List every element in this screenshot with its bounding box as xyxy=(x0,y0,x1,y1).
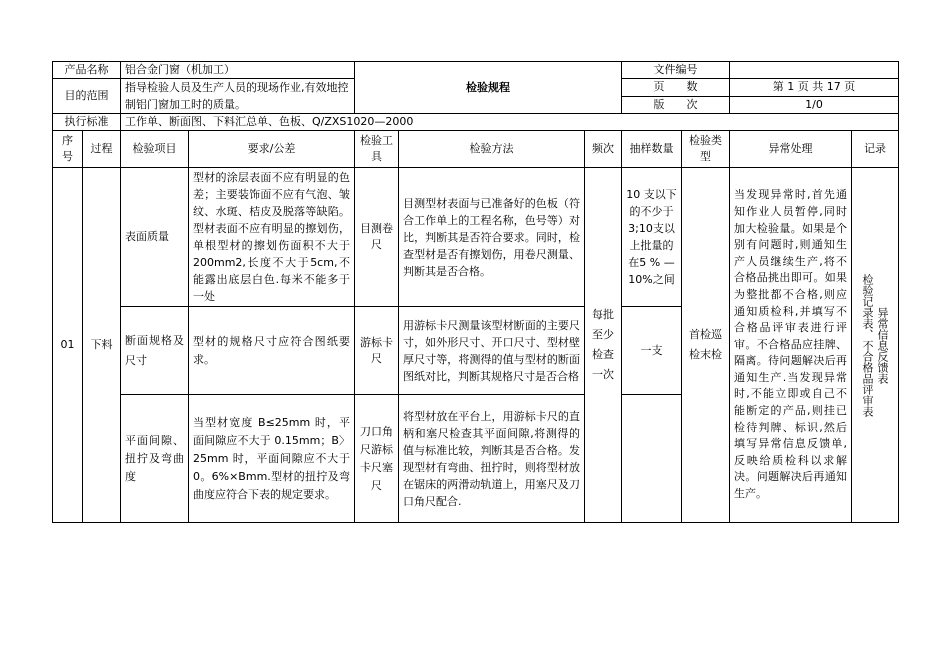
row-process: 下料 xyxy=(83,168,121,523)
col-sample: 抽样数量 xyxy=(622,131,682,168)
row-abnormal-handling: 当发现异常时,首先通知作业人员暂停,同时加大检验量。如果是个别有问题时,则通知生产人员继续生产,将不合格品挑出即可。如果为整批都不合格,则应通知质检科,并填写不合格品评审表进行评审。不合格品应挂牌、隔离。待问题解决后再通知生产.当发现异常时,不能立即或自己不能断定的产品,则挂已检待判牌、标识,然后填写异常信息反馈单,反映给质检科以求解决。问题解决后再通知生产。 xyxy=(730,168,852,523)
product-name-value: 铝合金门窗（机加工） xyxy=(121,62,355,79)
item-requirement: 型材的涂层表面不应有明显的色差；主要装饰面不应有气泡、皱纹、水斑、桔皮及脱落等缺陷。型材表面不应有明显的擦划伤，单根型材的擦划伤面积不大于200mm2,长度不大于5cm,不能露出底层白色.每米不能多于一处 xyxy=(189,168,355,307)
item-sample xyxy=(622,395,682,523)
inspection-document xyxy=(52,61,898,523)
item-method: 用游标卡尺测量该型材断面的主要尺寸，如外形尺寸、开口尺寸、型材壁厚尺寸等，将测得的值与型材的断面图纸对比，判断其规格尺寸是否合格 xyxy=(399,307,585,395)
item-tool: 刀口角尺游标卡尺塞尺 xyxy=(355,395,399,523)
row-seq: 01 xyxy=(53,168,83,523)
col-type: 检验类型 xyxy=(682,131,730,168)
row-records xyxy=(852,168,899,523)
item-sample: 一支 xyxy=(622,307,682,395)
col-abnormal: 异常处理 xyxy=(730,131,852,168)
item-sample: 10 支以下的不少于 3;10支以上批量的在5 % —10%之间 xyxy=(622,168,682,307)
col-record: 记录 xyxy=(852,131,899,168)
file-no-label: 文件编号 xyxy=(622,62,730,79)
page-label: 页 数 xyxy=(622,79,730,97)
page-value: 第 1 页 共 17 页 xyxy=(730,79,899,97)
item-tool: 目测卷尺 xyxy=(355,168,399,307)
col-item: 检验项目 xyxy=(121,131,189,168)
item-name: 断面规格及尺寸 xyxy=(121,307,189,395)
item-method: 将型材放在平台上，用游标卡尺的直柄和塞尺检查其平面间隙,将测得的值与标准比较，判断其是否合格。发现型材有弯曲、扭拧时，则将型材放在锯床的两滑动轨道上，用塞尺及刀口角尺配合. xyxy=(399,395,585,523)
col-frequency: 频次 xyxy=(585,131,622,168)
item-requirement: 当型材宽度 B≤25mm 时，平面间隙应不大于 0.15mm；B〉25mm 时，平面间隙应不大于0。6%×Bmm.型材的扭拧及弯曲度应符合下表的规定要求。 xyxy=(189,395,355,523)
standard-value: 工作单、断面图、下料汇总单、色板、Q/ZXS1020—2000 xyxy=(121,114,899,131)
item-method: 目测型材表面与已准备好的色板（符合工作单上的工程名称，色号等）对比，判断其是否符合要求。同时，检查型材是否有擦划伤，用卷尺测量、判断其是否合格。 xyxy=(399,168,585,307)
standard-label: 执行标准 xyxy=(53,114,121,131)
item-name: 平面间隙、扭拧及弯曲度 xyxy=(121,395,189,523)
record-abnormal-feedback: 异常信息反馈表 xyxy=(876,306,890,384)
item-requirement: 型材的规格尺寸应符合图纸要求。 xyxy=(189,307,355,395)
col-seq: 序号 xyxy=(53,131,83,168)
record-inspection-form: 检验记录表、不合格品评审表 xyxy=(861,273,875,417)
scope-label: 目的范围 xyxy=(53,79,121,114)
file-no-value xyxy=(730,62,899,79)
version-label: 版 次 xyxy=(622,96,730,114)
col-requirement: 要求/公差 xyxy=(189,131,355,168)
row-inspection-type: 首检巡检末检 xyxy=(682,168,730,523)
document-title: 检验规程 xyxy=(355,62,622,114)
item-name: 表面质量 xyxy=(121,168,189,307)
row-frequency: 每批至少检查一次 xyxy=(585,168,622,523)
col-method: 检验方法 xyxy=(399,131,585,168)
col-process: 过程 xyxy=(83,131,121,168)
inspection-table xyxy=(52,61,899,523)
scope-value: 指导检验人员及生产人员的现场作业,有效地控制铝门窗加工时的质量。 xyxy=(121,79,355,114)
version-value: 1/0 xyxy=(730,96,899,114)
item-tool: 游标卡尺 xyxy=(355,307,399,395)
product-name-label: 产品名称 xyxy=(53,62,121,79)
col-tool: 检验工具 xyxy=(355,131,399,168)
